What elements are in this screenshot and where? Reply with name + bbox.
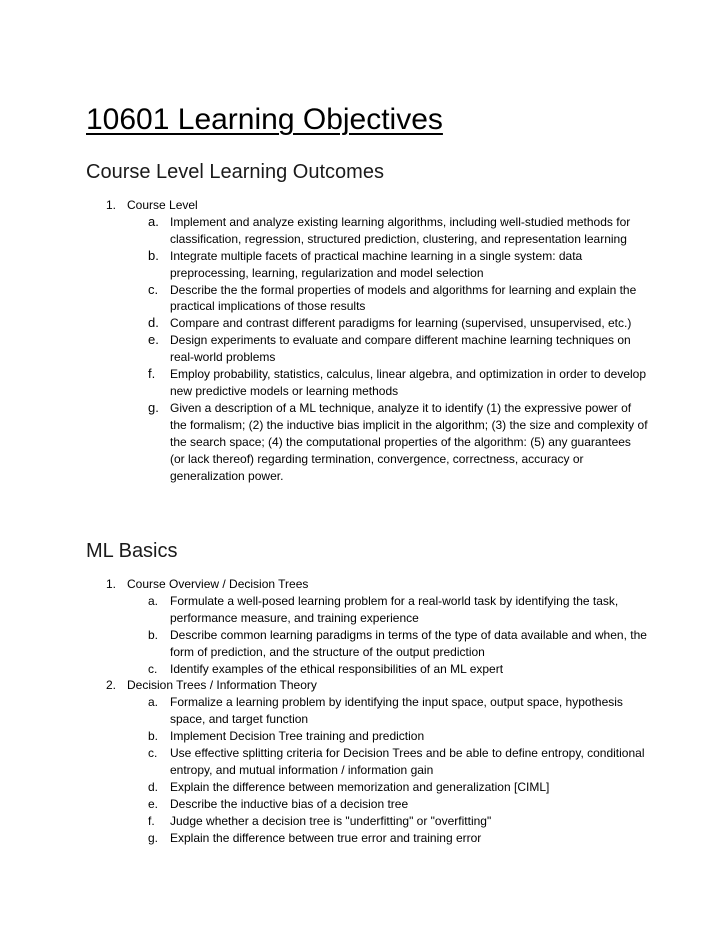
- sub-list-item: [86, 282, 646, 316]
- sub-list-text: Implement and analyze existing learning algorithms, including well-studied methods for classification, regression, structured prediction, clustering, and representation learning: [170, 214, 631, 246]
- sub-list-text: Judge whether a decision tree is "underfitting" or "overfitting": [170, 813, 492, 828]
- sub-list-letter: a.: [148, 593, 159, 608]
- sub-list-letter: d.: [148, 315, 159, 331]
- list-item: [86, 576, 646, 593]
- section-heading-course-level: Course Level Learning Outcomes: [86, 161, 384, 183]
- sub-list-letter: c.: [148, 281, 159, 297]
- sub-list-item: [86, 728, 646, 745]
- list-number: 1.: [106, 577, 117, 591]
- course-level-list: [86, 197, 646, 484]
- list-item: [86, 197, 646, 214]
- sub-list-letter: f.: [148, 813, 155, 828]
- sub-list-item: [86, 694, 646, 728]
- sub-list-item: [86, 779, 646, 796]
- document-title: 10601 Learning Objectives: [86, 103, 443, 136]
- sub-list-text: Design experiments to evaluate and compare different machine learning techniques on real-world problems: [170, 333, 631, 365]
- sub-list-item: [86, 661, 646, 678]
- sub-list-letter: e.: [148, 796, 159, 811]
- sub-list-letter: a.: [148, 213, 159, 229]
- sub-list-text: Implement Decision Tree training and prediction: [170, 729, 425, 744]
- sub-list-letter: b.: [148, 627, 159, 642]
- sub-list-item: [86, 366, 646, 400]
- sub-list-item: [86, 593, 646, 627]
- sub-list-item: [86, 813, 646, 830]
- list-number: 1.: [106, 198, 117, 212]
- sub-list-text: Integrate multiple facets of practical machine learning in a single system: data preprocessing, learning, regularization and model selection: [170, 248, 583, 280]
- sub-list-letter: g.: [148, 399, 159, 415]
- sub-list-letter: d.: [148, 779, 159, 794]
- list-item-label: Decision Trees / Information Theory: [127, 678, 317, 693]
- list-item-label: Course Level: [127, 198, 198, 212]
- sub-list-letter: e.: [148, 332, 159, 348]
- sub-list-item: [86, 332, 646, 366]
- sub-list-letter: g.: [148, 830, 159, 845]
- sub-list-text: Describe the inductive bias of a decision tree: [170, 796, 409, 811]
- sub-list-item: [86, 796, 646, 813]
- sub-list-text: Given a description of a ML technique, analyze it to identify (1) the expressive power of the formalism; (2) the inductive bias implicit in the algorithm; (3) the size and complexity of the search space; (4) the computational properties of the algorithm: (5) any guarantees (or lack thereof) regarding termination, convergence, correctness, accuracy or generalization power.: [170, 400, 648, 483]
- section-heading-ml-basics: ML Basics: [86, 540, 178, 562]
- sub-list-text: Describe the the formal properties of models and algorithms for learning and explain the practical implications of those results: [170, 282, 637, 314]
- list-item-label: Course Overview / Decision Trees: [127, 577, 309, 591]
- sub-list-letter: b.: [148, 729, 159, 744]
- sub-list-letter: f.: [148, 366, 156, 382]
- ml-basics-list: [86, 576, 646, 847]
- sub-list-item: [86, 214, 646, 248]
- list-item: [86, 677, 646, 694]
- sub-list-text: Explain the difference between memorization and generalization [CIML]: [170, 779, 550, 794]
- sub-list-item: [86, 315, 646, 332]
- sub-list-item: [86, 248, 646, 282]
- sub-list-item: [86, 400, 646, 485]
- sub-list-item: [86, 745, 646, 779]
- sub-list-letter: c.: [148, 661, 158, 676]
- sub-list-item: [86, 627, 646, 661]
- sub-list-letter: a.: [148, 695, 159, 710]
- sub-list-letter: c.: [148, 746, 158, 761]
- sub-list-text: Employ probability, statistics, calculus, linear algebra, and optimization in order to develop new predictive models or learning methods: [170, 367, 647, 398]
- sub-list-text: Formalize a learning problem by identifying the input space, output space, hypothesis space, and target function: [170, 695, 623, 727]
- sub-list-text: Identify examples of the ethical responsibilities of an ML expert: [170, 661, 504, 676]
- sub-list-letter: b.: [148, 247, 159, 263]
- sub-list-item: [86, 830, 646, 847]
- sub-list-text: Describe common learning paradigms in terms of the type of data available and when, the form of prediction, and the structure of the output prediction: [170, 627, 647, 659]
- sub-list-text: Compare and contrast different paradigms for learning (supervised, unsupervised, etc.): [170, 316, 632, 331]
- sub-list-text: Explain the difference between true error and training error: [170, 830, 482, 845]
- sub-list-text: Formulate a well-posed learning problem for a real-world task by identifying the task, performance measure, and training experience: [170, 593, 619, 625]
- list-number: 2.: [106, 678, 117, 693]
- sub-list-text: Use effective splitting criteria for Decision Trees and be able to define entropy, conditional entropy, and mutual information / information gain: [170, 746, 645, 777]
